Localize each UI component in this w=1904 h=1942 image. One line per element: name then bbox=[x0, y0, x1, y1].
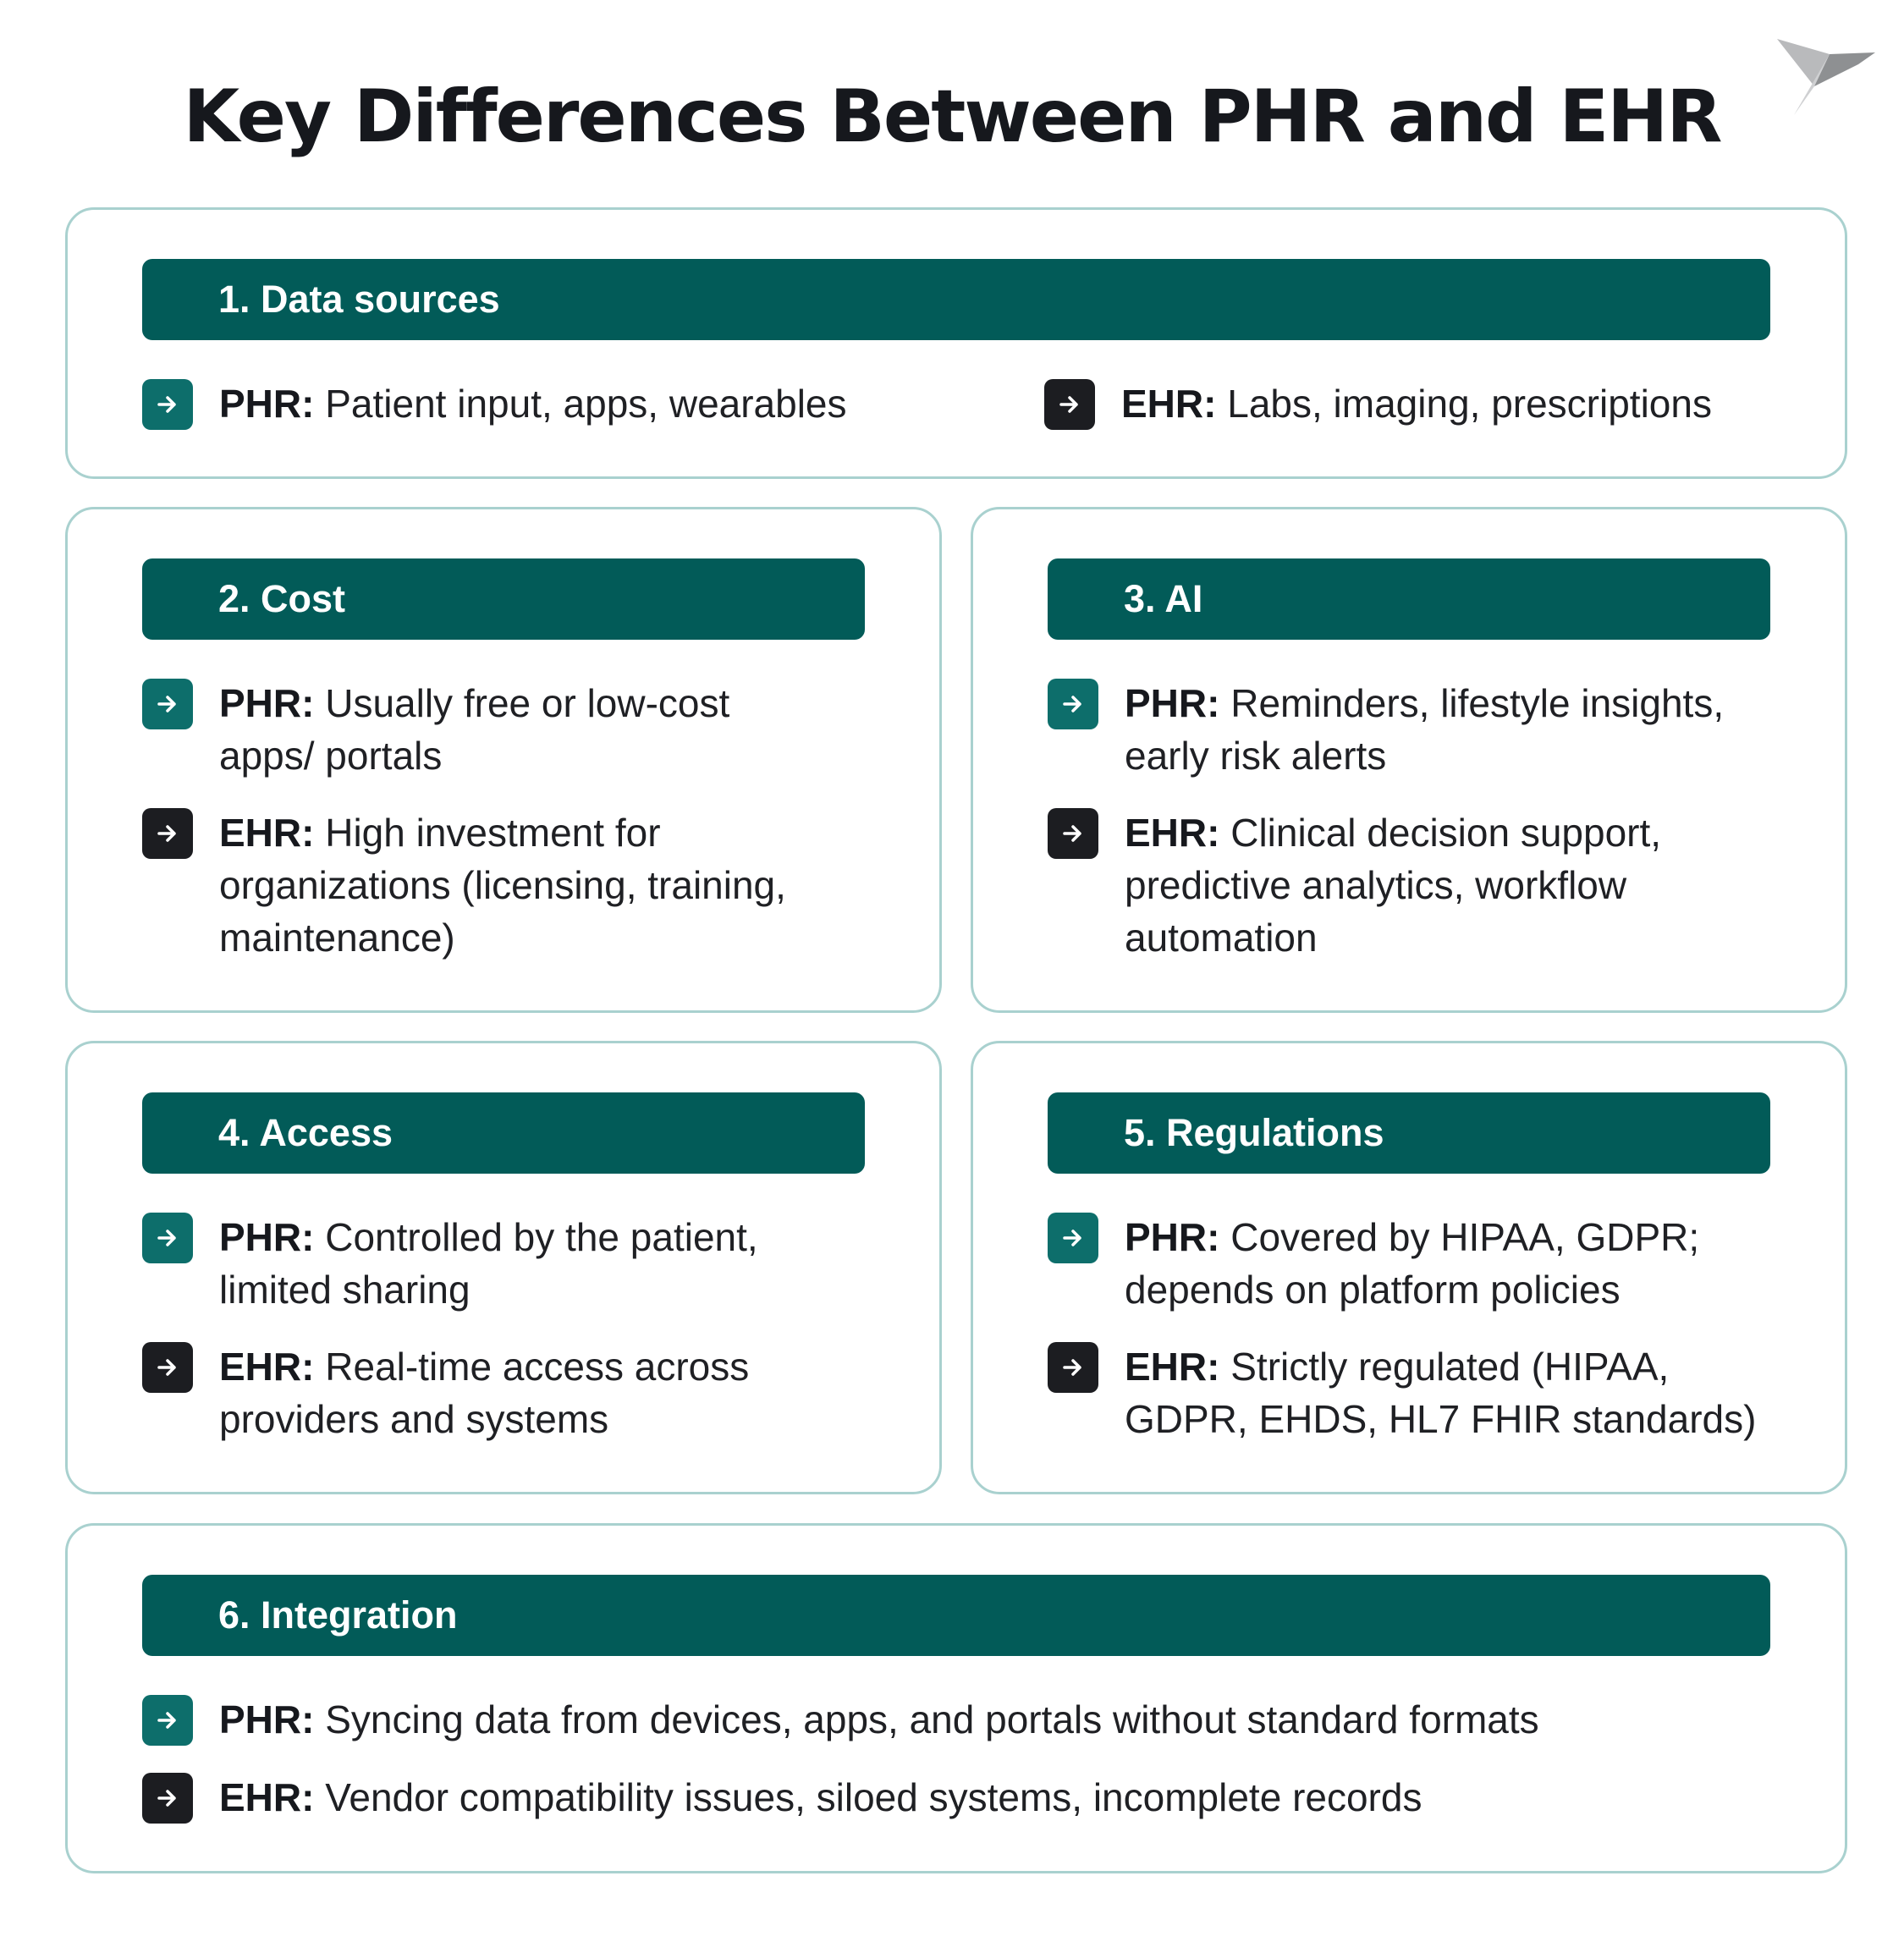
bird-logo-icon bbox=[1777, 36, 1875, 117]
section-heading: 5. Regulations bbox=[1048, 1092, 1770, 1174]
section-heading: 3. AI bbox=[1048, 558, 1770, 640]
phr-item bbox=[142, 1213, 861, 1316]
arrow-right-icon bbox=[142, 679, 193, 729]
ehr-item bbox=[1048, 808, 1767, 964]
card-data-sources bbox=[65, 207, 1847, 479]
card-access bbox=[65, 1041, 942, 1494]
phr-text: Usually free or low-cost apps/ portals bbox=[219, 681, 730, 778]
arrow-right-icon bbox=[142, 379, 193, 430]
ehr-item bbox=[142, 1773, 1792, 1824]
arrow-right-icon bbox=[142, 1342, 193, 1393]
arrow-right-icon bbox=[1048, 679, 1098, 729]
phr-text: Syncing data from devices, apps, and portals without standard formats bbox=[314, 1697, 1539, 1741]
section-heading: 6. Integration bbox=[142, 1575, 1770, 1656]
phr-text: Patient input, apps, wearables bbox=[314, 382, 847, 426]
ehr-text: Labs, imaging, prescriptions bbox=[1216, 382, 1712, 426]
section-heading: 2. Cost bbox=[142, 558, 865, 640]
phr-item bbox=[1048, 1213, 1767, 1316]
phr-item bbox=[142, 379, 988, 430]
ehr-text: Real-time access across providers and systems bbox=[219, 1345, 750, 1441]
ehr-label: EHR: bbox=[219, 811, 315, 855]
ehr-text: Clinical decision support, predictive analytics, workflow automation bbox=[1125, 811, 1662, 960]
phr-text: Reminders, lifestyle insights, early risk alerts bbox=[1125, 681, 1725, 778]
ehr-text: Vendor compatibility issues, siloed systems, incomplete records bbox=[314, 1775, 1422, 1819]
arrow-right-icon bbox=[1048, 1213, 1098, 1263]
arrow-right-icon bbox=[142, 1695, 193, 1746]
phr-label: PHR: bbox=[219, 382, 315, 426]
ehr-label: EHR: bbox=[1125, 1345, 1220, 1389]
arrow-right-icon bbox=[142, 1773, 193, 1824]
phr-item bbox=[142, 1695, 1792, 1746]
card-ai bbox=[971, 507, 1847, 1013]
ehr-label: EHR: bbox=[1121, 382, 1217, 426]
ehr-item bbox=[142, 808, 819, 964]
ehr-label: EHR: bbox=[1125, 811, 1220, 855]
page-title: Key Differences Between PHR and EHR bbox=[183, 74, 1721, 159]
ehr-text: Strictly regulated (HIPAA, GDPR, EHDS, HL7 FHIR standards) bbox=[1125, 1345, 1757, 1441]
section-heading: 4. Access bbox=[142, 1092, 865, 1174]
ehr-item bbox=[142, 1342, 861, 1445]
ehr-label: EHR: bbox=[219, 1345, 315, 1389]
phr-label: PHR: bbox=[219, 681, 315, 725]
phr-label: PHR: bbox=[1125, 1215, 1220, 1259]
arrow-right-icon bbox=[1048, 1342, 1098, 1393]
arrow-right-icon bbox=[142, 808, 193, 859]
phr-item bbox=[1048, 679, 1767, 782]
card-integration bbox=[65, 1523, 1847, 1873]
ehr-label: EHR: bbox=[219, 1775, 315, 1819]
phr-item bbox=[142, 679, 819, 782]
ehr-item bbox=[1048, 1342, 1767, 1445]
phr-text: Covered by HIPAA, GDPR; depends on platform policies bbox=[1125, 1215, 1700, 1312]
phr-label: PHR: bbox=[1125, 681, 1220, 725]
phr-label: PHR: bbox=[219, 1697, 315, 1741]
arrow-right-icon bbox=[1044, 379, 1095, 430]
phr-label: PHR: bbox=[219, 1215, 315, 1259]
card-regulations bbox=[971, 1041, 1847, 1494]
ehr-text: High investment for organizations (licensing, training, maintenance) bbox=[219, 811, 786, 960]
arrow-right-icon bbox=[142, 1213, 193, 1263]
section-heading: 1. Data sources bbox=[142, 259, 1770, 340]
ehr-item bbox=[1044, 379, 1789, 430]
phr-text: Controlled by the patient, limited sharing bbox=[219, 1215, 758, 1312]
card-cost bbox=[65, 507, 942, 1013]
arrow-right-icon bbox=[1048, 808, 1098, 859]
